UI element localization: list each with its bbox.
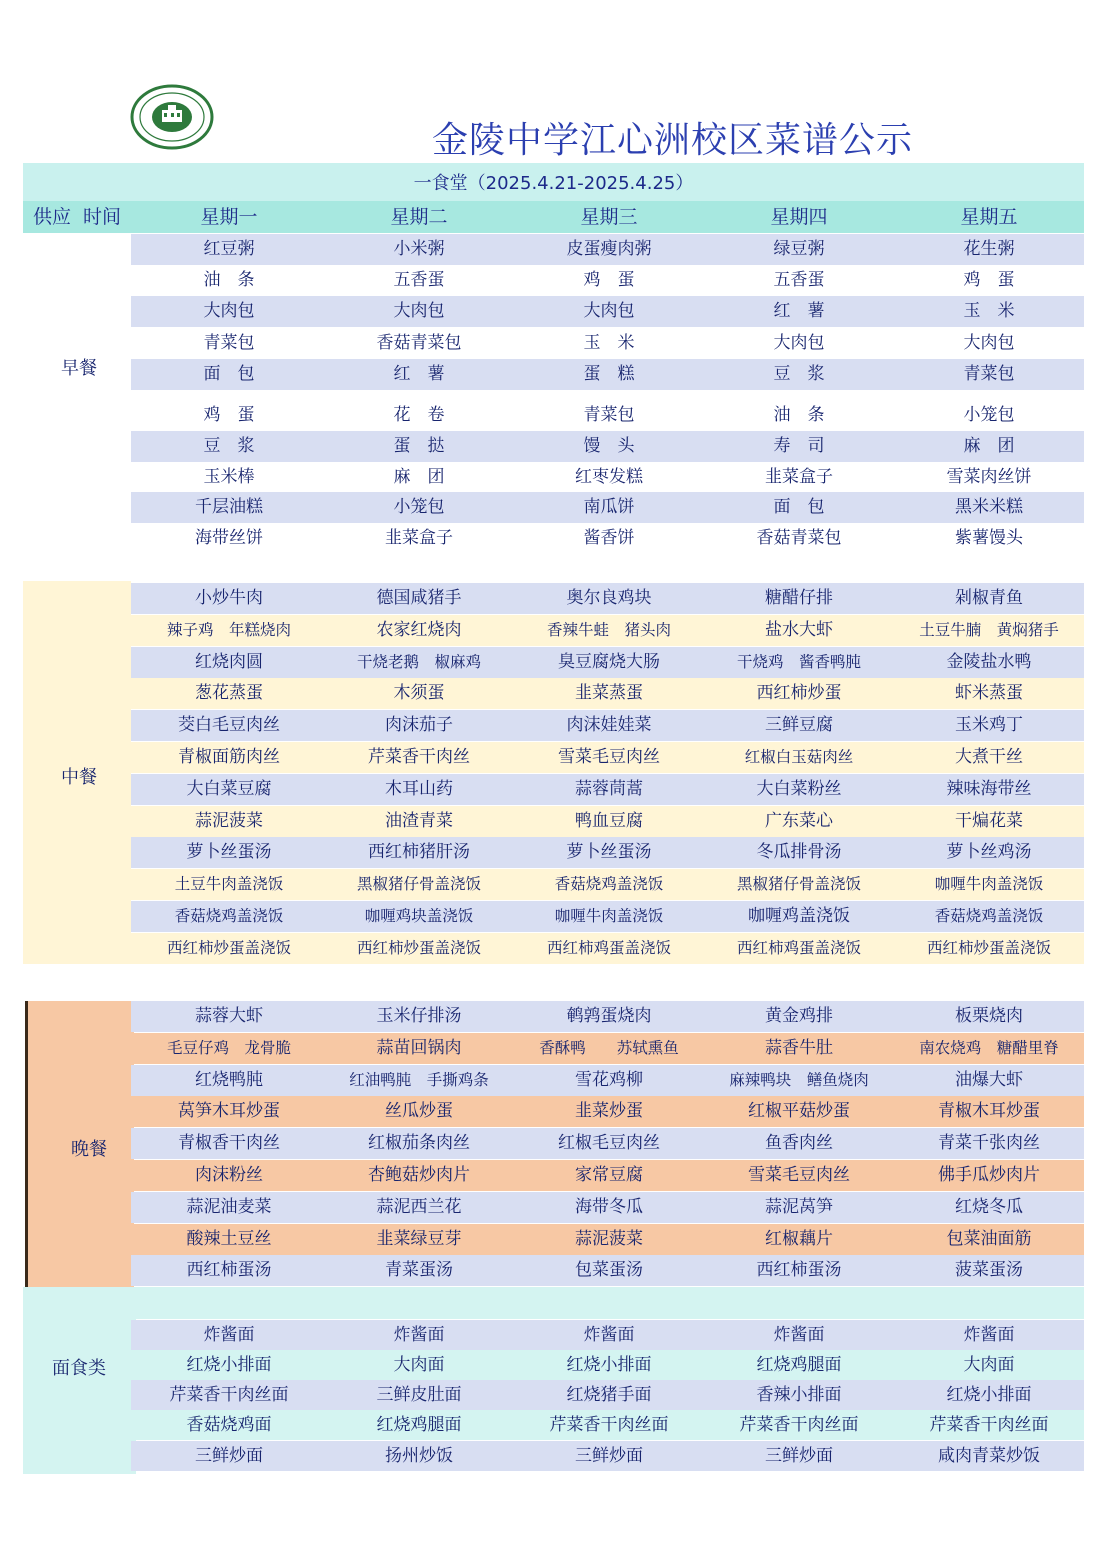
dinner-dish: 蒜香牛肚 <box>765 1037 833 1058</box>
breakfast-dish: 紫薯馒头 <box>955 528 1023 548</box>
breakfast-dish: 麻 团 <box>963 436 1015 456</box>
day-header-fri: 星期五 <box>960 206 1018 228</box>
dinner-dish: 青菜蛋汤 <box>385 1260 453 1281</box>
breakfast-dish: 豆 浆 <box>773 364 825 384</box>
dinner-row <box>131 1033 1084 1064</box>
lunch-dish: 蒜泥菠菜 <box>195 810 263 831</box>
breakfast-dish: 蛋 挞 <box>393 436 445 456</box>
lunch-dish: 茭白毛豆肉丝 <box>178 715 280 736</box>
lunch-dish: 木须蛋 <box>393 683 445 704</box>
day-header-wed: 星期三 <box>580 206 638 228</box>
lunch-dish: 香菇烧鸡盖浇饭 <box>554 875 664 894</box>
dinner-dish: 韭菜炒蛋 <box>575 1101 643 1122</box>
lunch-dish: 三鲜豆腐 <box>765 715 833 736</box>
noodles-row <box>131 1441 1084 1471</box>
dinner-row <box>131 1192 1084 1223</box>
dinner-dish: 板栗烧肉 <box>955 1006 1023 1026</box>
school-logo <box>130 84 214 150</box>
breakfast-row <box>131 492 1084 523</box>
lunch-row <box>131 742 1084 773</box>
dinner-dish: 玉米仔排汤 <box>376 1006 462 1026</box>
lunch-dish: 土豆牛腩 黄焖猪手 <box>919 620 1059 639</box>
dinner-row <box>131 1160 1084 1191</box>
breakfast-row <box>131 359 1084 390</box>
lunch-row <box>131 678 1084 709</box>
lunch-dish: 葱花蒸蛋 <box>195 683 263 704</box>
breakfast-dish: 馒 头 <box>583 436 635 456</box>
lunch-dish: 西红柿炒蛋盖浇饭 <box>926 938 1051 957</box>
dinner-dish: 蒜蓉大虾 <box>195 1006 263 1026</box>
dinner-dish: 青椒香干肉丝 <box>178 1133 280 1154</box>
breakfast-dish: 大肉包 <box>583 301 635 321</box>
lunch-row <box>131 710 1084 741</box>
dinner-dish: 杏鲍菇炒肉片 <box>368 1165 470 1185</box>
lunch-dish: 干烧鸡 酱香鸭肫 <box>736 652 861 671</box>
dinner-dish: 红椒平菇炒蛋 <box>748 1101 850 1122</box>
lunch-dish: 西红柿炒蛋 <box>756 683 842 704</box>
noodles-dish: 炸酱面 <box>393 1325 445 1345</box>
dinner-dish: 青菜千张肉丝 <box>938 1133 1040 1154</box>
lunch-dish: 咖喱牛肉盖浇饭 <box>934 875 1044 894</box>
lunch-dish: 金陵盐水鸭 <box>946 651 1032 672</box>
lunch-dish: 西红柿鸡蛋盖浇饭 <box>546 938 671 957</box>
dinner-dish: 雪菜毛豆肉丝 <box>748 1165 850 1185</box>
noodles-dish: 扬州炒饭 <box>385 1446 453 1466</box>
dinner-dish: 莴笋木耳炒蛋 <box>178 1101 280 1122</box>
dinner-dish: 南农烧鸡 糖醋里脊 <box>919 1038 1059 1057</box>
breakfast-row <box>131 431 1084 462</box>
canteen-date-range: 一食堂（2025.4.21-2025.4.25） <box>413 173 694 194</box>
noodles-dish: 炸酱面 <box>203 1325 255 1345</box>
dinner-dish: 香酥鸭 苏轼熏鱼 <box>539 1038 679 1057</box>
dinner-dish: 青椒木耳炒蛋 <box>938 1101 1040 1122</box>
dinner-row <box>131 1001 1084 1032</box>
dinner-dish: 红油鸭肫 手撕鸡条 <box>349 1070 489 1089</box>
noodles-dish: 红烧小排面 <box>946 1385 1032 1405</box>
lunch-dish: 芹菜香干肉丝 <box>368 747 470 767</box>
lunch-dish: 香菇烧鸡盖浇饭 <box>174 907 284 925</box>
breakfast-dish: 小笼包 <box>393 497 445 517</box>
page-title: 金陵中学江心洲校区菜谱公示 <box>432 120 914 161</box>
breakfast-dish: 面 包 <box>773 497 825 517</box>
lunch-dish: 鸭血豆腐 <box>575 810 643 831</box>
breakfast-dish: 雪菜肉丝饼 <box>946 467 1032 487</box>
dinner-dish: 包菜油面筋 <box>946 1228 1032 1249</box>
breakfast-row <box>131 296 1084 327</box>
noodles-dish: 香辣小排面 <box>756 1385 842 1405</box>
dinner-dish: 麻辣鸭块 鳝鱼烧肉 <box>729 1070 869 1089</box>
lunch-dish: 辣味海带丝 <box>946 778 1032 799</box>
breakfast-dish: 玉米棒 <box>203 467 255 487</box>
breakfast-dish: 面 包 <box>203 364 255 384</box>
dinner-dish: 西红柿蛋汤 <box>756 1260 842 1281</box>
breakfast-dish: 红 薯 <box>393 364 445 384</box>
noodles-dish: 大肉面 <box>963 1355 1015 1375</box>
dinner-dish: 红烧冬瓜 <box>955 1196 1023 1217</box>
breakfast-dish: 玉 米 <box>583 333 635 353</box>
noodles-dish: 红烧鸡腿面 <box>756 1355 842 1375</box>
breakfast-row <box>131 265 1084 296</box>
breakfast-dish: 绿豆粥 <box>773 239 825 259</box>
breakfast-dish: 五香蛋 <box>773 270 825 290</box>
noodles-dish: 三鲜炒面 <box>575 1446 643 1466</box>
breakfast-dish: 皮蛋瘦肉粥 <box>566 239 652 259</box>
lunch-row <box>131 933 1084 964</box>
noodles-dish: 红烧猪手面 <box>566 1385 652 1405</box>
noodles-dish: 芹菜香干肉丝面 <box>169 1385 289 1405</box>
lunch-dish: 干煸花菜 <box>955 810 1023 831</box>
day-header-thu: 星期四 <box>770 206 828 228</box>
dinner-dish: 佛手瓜炒肉片 <box>938 1165 1040 1185</box>
lunch-row <box>131 837 1084 868</box>
lunch-label: 中餐 <box>61 767 97 788</box>
lunch-dish: 大白菜粉丝 <box>756 778 842 799</box>
breakfast-row <box>131 462 1084 493</box>
dinner-row <box>131 1065 1084 1096</box>
breakfast-dish: 小米粥 <box>393 239 445 259</box>
breakfast-dish: 花生粥 <box>963 239 1015 259</box>
dinner-dish: 油爆大虾 <box>955 1069 1023 1090</box>
lunch-dish: 西红柿鸡蛋盖浇饭 <box>736 938 861 957</box>
lunch-dish: 黑椒猪仔骨盖浇饭 <box>736 875 861 894</box>
lunch-row <box>131 806 1084 837</box>
noodles-dish: 咸肉青菜炒饭 <box>938 1446 1040 1466</box>
dinner-label: 晚餐 <box>71 1139 107 1160</box>
dinner-dish: 红烧鸭肫 <box>195 1069 263 1090</box>
breakfast-dish: 鸡 蛋 <box>203 405 255 425</box>
dinner-dish: 丝瓜炒蛋 <box>385 1101 453 1122</box>
lunch-dish: 萝卜丝蛋汤 <box>186 842 272 863</box>
dinner-dish: 毛豆仔鸡 龙骨脆 <box>166 1038 291 1057</box>
breakfast-label: 早餐 <box>61 358 97 379</box>
breakfast-row <box>131 328 1084 359</box>
lunch-dish: 香菇烧鸡盖浇饭 <box>934 907 1044 925</box>
noodles-dish: 红烧小排面 <box>566 1355 652 1375</box>
dinner-dish: 西红柿蛋汤 <box>186 1260 272 1281</box>
lunch-dish: 糖醋仔排 <box>765 588 833 608</box>
breakfast-row <box>131 234 1084 265</box>
breakfast-dish: 油 条 <box>773 405 825 425</box>
dinner-dish: 红椒藕片 <box>765 1228 833 1249</box>
lunch-dish: 盐水大虾 <box>765 619 833 640</box>
breakfast-row <box>131 400 1084 431</box>
lunch-row <box>131 901 1084 932</box>
lunch-dish: 辣子鸡 年糕烧肉 <box>166 620 291 639</box>
lunch-dish: 冬瓜排骨汤 <box>756 842 842 863</box>
day-header-tue: 星期二 <box>390 206 448 228</box>
lunch-dish: 大白菜豆腐 <box>186 778 272 799</box>
lunch-dish: 蒜蓉茼蒿 <box>575 778 643 799</box>
breakfast-dish: 大肉包 <box>963 333 1015 353</box>
breakfast-dish: 韭菜盒子 <box>765 467 833 487</box>
lunch-dish: 萝卜丝蛋汤 <box>566 842 652 863</box>
noodles-dish: 香菇烧鸡面 <box>186 1415 272 1435</box>
lunch-dish: 玉米鸡丁 <box>955 715 1023 736</box>
lunch-dish: 肉沫娃娃菜 <box>566 715 652 736</box>
dinner-row <box>131 1128 1084 1159</box>
dinner-dish: 鱼香肉丝 <box>765 1133 833 1154</box>
breakfast-dish: 青菜包 <box>203 333 255 353</box>
breakfast-dish: 南瓜饼 <box>583 497 635 517</box>
dinner-dish: 蒜泥菠菜 <box>575 1228 643 1249</box>
dinner-dish: 雪花鸡柳 <box>575 1069 643 1090</box>
lunch-dish: 红烧肉圆 <box>195 651 263 672</box>
dinner-dish: 红椒毛豆肉丝 <box>558 1133 660 1154</box>
breakfast-dish: 千层油糕 <box>195 497 263 517</box>
dinner-dish: 包菜蛋汤 <box>575 1260 643 1281</box>
breakfast-dish: 大肉包 <box>393 301 445 321</box>
lunch-row <box>131 774 1084 805</box>
lunch-dish: 咖喱鸡盖浇饭 <box>748 906 850 926</box>
breakfast-dish: 青菜包 <box>963 364 1015 384</box>
noodles-dish: 三鲜炒面 <box>195 1446 263 1466</box>
noodles-dish: 三鲜炒面 <box>765 1446 833 1466</box>
breakfast-dish: 麻 团 <box>393 467 445 487</box>
noodle-label: 面食类 <box>52 1358 106 1379</box>
lunch-dish: 臭豆腐烧大肠 <box>558 651 660 672</box>
lunch-row <box>131 869 1084 900</box>
breakfast-dish: 红 薯 <box>773 301 825 321</box>
lunch-dish: 西红柿炒蛋盖浇饭 <box>166 938 291 957</box>
breakfast-dish: 五香蛋 <box>393 270 445 290</box>
noodles-dish: 红烧小排面 <box>186 1355 272 1375</box>
dinner-row <box>131 1096 1084 1127</box>
dinner-dish: 黄金鸡排 <box>765 1006 833 1026</box>
lunch-dish: 萝卜丝鸡汤 <box>946 842 1032 863</box>
lunch-dish: 干烧老鹅 椒麻鸡 <box>356 652 481 671</box>
breakfast-dish: 蛋 糕 <box>583 364 635 384</box>
breakfast-dish: 酱香饼 <box>583 528 635 548</box>
breakfast-dish: 韭菜盒子 <box>385 528 453 548</box>
lunch-dish: 大煮干丝 <box>955 747 1023 767</box>
dinner-row <box>131 1224 1084 1255</box>
noodles-dish: 大肉面 <box>393 1355 445 1375</box>
lunch-dish: 农家红烧肉 <box>376 619 462 640</box>
lunch-dish: 奥尔良鸡块 <box>566 588 652 608</box>
noodles-dish: 炸酱面 <box>963 1325 1015 1345</box>
dinner-dish: 家常豆腐 <box>575 1165 643 1185</box>
noodles-row <box>131 1350 1084 1380</box>
breakfast-dish: 香菇青菜包 <box>376 333 462 353</box>
lunch-dish: 肉沫茄子 <box>385 715 453 736</box>
dinner-dish: 酸辣土豆丝 <box>186 1228 272 1249</box>
breakfast-dish: 油 条 <box>203 270 255 290</box>
breakfast-dish: 红豆粥 <box>203 239 255 259</box>
dinner-dish: 肉沫粉丝 <box>195 1165 263 1185</box>
lunch-dish: 红椒白玉菇肉丝 <box>744 748 854 766</box>
dinner-dish: 蒜泥西兰花 <box>376 1196 462 1217</box>
lunch-dish: 德国咸猪手 <box>376 588 462 608</box>
noodles-dish: 红烧鸡腿面 <box>376 1415 462 1435</box>
breakfast-dish: 玉 米 <box>963 301 1015 321</box>
noodles-row <box>131 1380 1084 1410</box>
breakfast-dish: 寿 司 <box>773 436 825 456</box>
lunch-dish: 土豆牛肉盖浇饭 <box>174 875 284 894</box>
lunch-dish: 韭菜蒸蛋 <box>575 683 643 704</box>
noodles-dish: 三鲜皮肚面 <box>376 1385 462 1405</box>
lunch-dish: 木耳山药 <box>385 778 453 799</box>
lunch-dish: 广东菜心 <box>765 810 833 831</box>
breakfast-dish: 大肉包 <box>773 333 825 353</box>
dinner-dish: 蒜泥油麦菜 <box>186 1196 272 1217</box>
noodles-dish: 芹菜香干肉丝面 <box>739 1415 859 1435</box>
lunch-row <box>131 647 1084 678</box>
noodle-top-band <box>23 1287 1084 1319</box>
lunch-dish: 青椒面筋肉丝 <box>178 747 280 767</box>
breakfast-dish: 红枣发糕 <box>575 467 643 487</box>
breakfast-dish: 花 卷 <box>393 405 445 425</box>
lunch-dish: 香辣牛蛙 猪头肉 <box>546 620 671 639</box>
dinner-dish: 红椒茄条肉丝 <box>368 1133 470 1154</box>
breakfast-dish: 大肉包 <box>203 301 255 321</box>
noodles-row <box>131 1320 1084 1350</box>
dinner-dish: 鹌鹑蛋烧肉 <box>566 1006 652 1026</box>
noodles-dish: 芹菜香干肉丝面 <box>929 1415 1049 1435</box>
dinner-dish: 海带冬瓜 <box>575 1196 643 1217</box>
noodles-row <box>131 1410 1084 1440</box>
lunch-dish: 虾米蒸蛋 <box>955 683 1023 704</box>
breakfast-dish: 小笼包 <box>963 405 1015 425</box>
lunch-dish: 西红柿炒蛋盖浇饭 <box>356 938 481 957</box>
lunch-dish: 黑椒猪仔骨盖浇饭 <box>356 875 481 894</box>
lunch-dish: 小炒牛肉 <box>195 588 263 608</box>
lunch-row <box>131 615 1084 646</box>
dinner-dish: 蒜泥莴笋 <box>765 1196 833 1217</box>
breakfast-dish: 鸡 蛋 <box>963 270 1015 290</box>
breakfast-dish: 香菇青菜包 <box>756 528 842 548</box>
dinner-dish: 蒜苗回锅肉 <box>376 1037 462 1058</box>
dinner-dish: 韭菜绿豆芽 <box>376 1228 462 1249</box>
dinner-dish: 菠菜蛋汤 <box>955 1260 1023 1281</box>
breakfast-row <box>131 523 1084 554</box>
noodles-dish: 炸酱面 <box>773 1325 825 1345</box>
breakfast-dish: 豆 浆 <box>203 436 255 456</box>
noodles-dish: 炸酱面 <box>583 1325 635 1345</box>
breakfast-dish: 青菜包 <box>583 405 635 425</box>
breakfast-dish: 黑米米糕 <box>955 497 1023 517</box>
breakfast-dish: 海带丝饼 <box>195 528 263 548</box>
lunch-dish: 咖喱牛肉盖浇饭 <box>554 907 664 925</box>
lunch-dish: 油渣青菜 <box>385 810 453 831</box>
lunch-dish: 雪菜毛豆肉丝 <box>558 747 660 767</box>
dinner-row <box>131 1255 1084 1286</box>
supply-time-header: 供应 时间 <box>32 206 122 228</box>
lunch-dish: 剁椒青鱼 <box>955 588 1023 608</box>
lunch-row <box>131 583 1084 614</box>
day-header-mon: 星期一 <box>200 206 258 228</box>
breakfast-dish: 鸡 蛋 <box>583 270 635 290</box>
lunch-dish: 西红柿猪肝汤 <box>368 842 470 863</box>
lunch-dish: 咖喱鸡块盖浇饭 <box>364 907 474 925</box>
noodles-dish: 芹菜香干肉丝面 <box>549 1415 669 1435</box>
